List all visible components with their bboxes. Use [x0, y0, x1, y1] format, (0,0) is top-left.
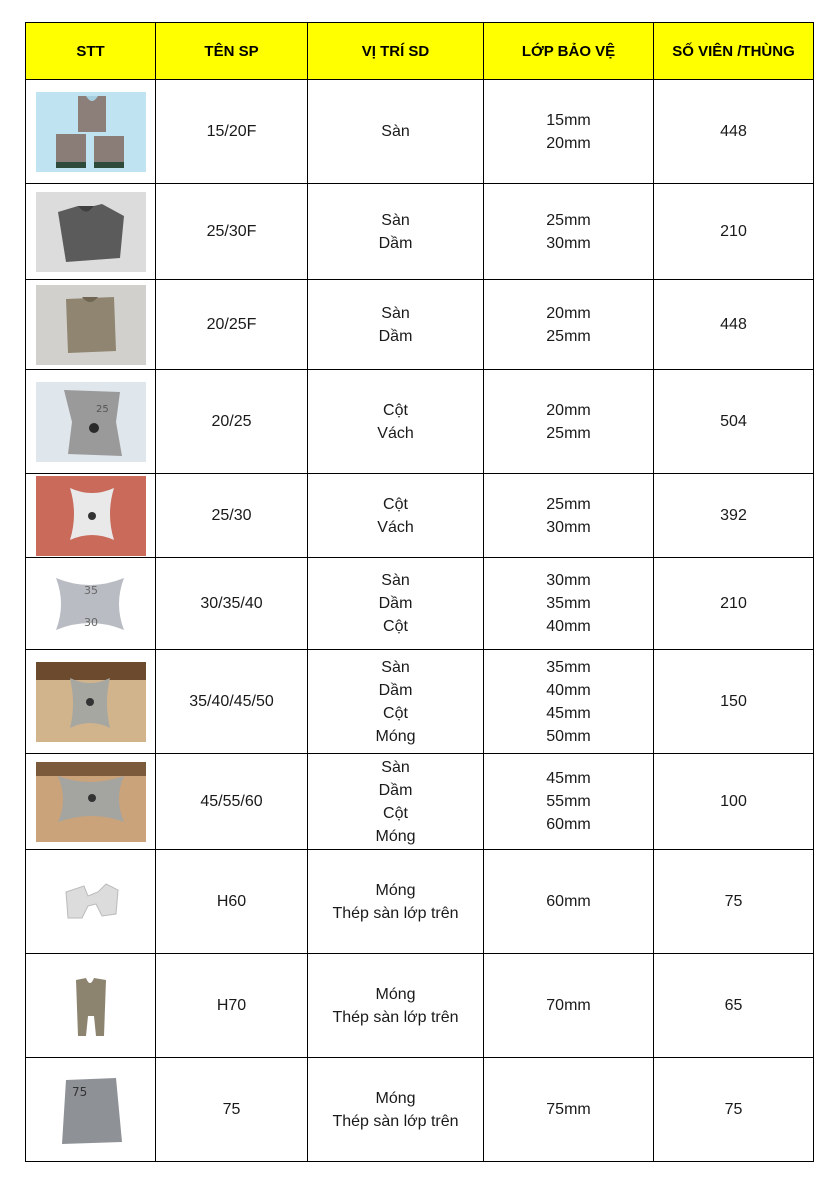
usage-position-line: Móng [375, 985, 416, 1003]
cover-layer [484, 280, 654, 370]
product-image-cell [26, 850, 156, 954]
cover-layer-line: 45mm [546, 770, 591, 787]
product-name: 75 [156, 1058, 308, 1162]
cover-layer-line: 30mm [546, 518, 591, 536]
cover-layer-line: 45mm [546, 704, 591, 722]
product-name: 30/35/40 [156, 558, 308, 650]
header-cover-layer: LỚP BẢO VỆ [484, 23, 654, 80]
cover-layer [484, 370, 654, 474]
cover-layer-line: 15mm [546, 111, 591, 129]
product-name: 25/30F [156, 184, 308, 280]
spacer-block-35-40-45-50-image [36, 662, 146, 742]
usage-position [308, 1058, 484, 1162]
usage-position-line: Cột [383, 704, 408, 722]
spacer-block-20-25-image [36, 382, 146, 462]
usage-position-line: Sàn [381, 658, 410, 676]
cover-layer [484, 850, 654, 954]
usage-position-line: Thép sàn lớp trên [332, 1112, 459, 1130]
product-name: 20/25 [156, 370, 308, 474]
usage-position-line: Vách [377, 424, 414, 442]
product-name: 20/25F [156, 280, 308, 370]
pieces-per-box: 392 [654, 474, 814, 558]
pieces-per-box: 65 [654, 954, 814, 1058]
usage-position [308, 474, 484, 558]
usage-position [308, 954, 484, 1058]
product-image-cell [26, 1058, 156, 1162]
usage-position-line: Cột [383, 618, 408, 635]
product-image-cell [26, 754, 156, 850]
cover-layer-line: 60mm [546, 893, 591, 910]
usage-position-line: Sàn [381, 758, 410, 776]
header-pieces-per-box: SỐ VIÊN /THÙNG [654, 23, 814, 80]
pieces-per-box: 150 [654, 650, 814, 754]
cover-layer-line: 20mm [546, 401, 591, 419]
table-row [26, 80, 814, 184]
header-product-name: TÊN SP [156, 23, 308, 80]
cover-layer-line: 30mm [546, 234, 591, 252]
usage-position [308, 754, 484, 850]
cover-layer-line: 35mm [546, 595, 591, 612]
cover-layer [484, 1058, 654, 1162]
cover-layer-line: 35mm [546, 658, 591, 676]
usage-position-line: Sàn [381, 572, 410, 589]
usage-position-line: Dầm [378, 681, 413, 699]
table-row [26, 370, 814, 474]
pieces-per-box: 210 [654, 558, 814, 650]
table-row [26, 1058, 814, 1162]
product-name: 25/30 [156, 474, 308, 558]
spacer-spec-table [25, 22, 814, 1162]
table-row [26, 558, 814, 650]
usage-position-line: Sàn [381, 304, 410, 322]
spacer-block-h70-image [36, 966, 146, 1046]
product-name: H70 [156, 954, 308, 1058]
pieces-per-box: 75 [654, 1058, 814, 1162]
spacer-block-75-image [36, 1070, 146, 1150]
cover-layer-line: 25mm [546, 327, 591, 345]
cover-layer-line: 25mm [546, 495, 591, 513]
cover-layer-line: 25mm [546, 211, 591, 229]
pieces-per-box: 448 [654, 280, 814, 370]
svg-text:35: 35 [83, 583, 98, 597]
usage-position-line: Sàn [381, 211, 410, 229]
pieces-per-box: 504 [654, 370, 814, 474]
usage-position-line: Sàn [381, 123, 410, 140]
pieces-per-box: 448 [654, 80, 814, 184]
spacer-block-25-30-image [36, 476, 146, 556]
cover-layer-line: 55mm [546, 793, 591, 810]
cover-layer-line: 40mm [546, 618, 591, 635]
table-row [26, 754, 814, 850]
cover-layer [484, 558, 654, 650]
usage-position-line: Móng [375, 1089, 416, 1107]
usage-position [308, 280, 484, 370]
cover-layer-line: 25mm [546, 424, 591, 442]
cover-layer-line: 20mm [546, 304, 591, 322]
product-image-cell [26, 954, 156, 1058]
spacer-block-15-20f-image [36, 92, 146, 172]
usage-position-line: Móng [375, 881, 416, 899]
usage-position [308, 650, 484, 754]
product-image-cell [26, 280, 156, 370]
product-image-cell [26, 558, 156, 650]
product-name: H60 [156, 850, 308, 954]
product-image-cell [26, 474, 156, 558]
usage-position-line: Móng [375, 727, 416, 745]
svg-text:25: 25 [95, 403, 109, 415]
header-row [26, 23, 814, 80]
spacer-block-30-35-40-image [36, 564, 146, 644]
cover-layer [484, 474, 654, 558]
usage-position-line: Cột [383, 401, 408, 419]
cover-layer-line: 75mm [546, 1101, 591, 1118]
product-name: 45/55/60 [156, 754, 308, 850]
usage-position-line: Dầm [378, 234, 413, 252]
spacer-block-h60-image [36, 862, 146, 942]
pieces-per-box: 210 [654, 184, 814, 280]
usage-position-line: Dầm [378, 781, 413, 799]
product-image-cell [26, 370, 156, 474]
product-image-cell [26, 184, 156, 280]
cover-layer [484, 954, 654, 1058]
usage-position [308, 80, 484, 184]
cover-layer-line: 30mm [546, 572, 591, 589]
table-row [26, 650, 814, 754]
usage-position [308, 370, 484, 474]
usage-position-line: Thép sàn lớp trên [332, 1008, 459, 1026]
cover-layer-line: 50mm [546, 727, 591, 745]
cover-layer [484, 754, 654, 850]
cover-layer-line: 70mm [546, 997, 591, 1014]
spacer-block-25-30f-image [36, 192, 146, 272]
usage-position-line: Cột [383, 495, 408, 513]
cover-layer-line: 60mm [546, 816, 591, 833]
table-row [26, 954, 814, 1058]
usage-position-line: Dầm [378, 327, 413, 345]
table-row [26, 850, 814, 954]
table-row [26, 280, 814, 370]
cover-layer [484, 650, 654, 754]
header-stt: STT [26, 23, 156, 80]
cover-layer [484, 80, 654, 184]
product-name: 15/20F [156, 80, 308, 184]
svg-text:30: 30 [83, 615, 98, 629]
svg-text:75: 75 [71, 1084, 87, 1099]
cover-layer-line: 40mm [546, 681, 591, 699]
usage-position [308, 184, 484, 280]
usage-position-line: Móng [375, 827, 416, 845]
cover-layer-line: 20mm [546, 134, 591, 152]
cover-layer [484, 184, 654, 280]
usage-position [308, 558, 484, 650]
product-image-cell [26, 650, 156, 754]
usage-position-line: Dầm [378, 595, 413, 612]
usage-position-line: Thép sàn lớp trên [332, 904, 459, 922]
spacer-block-45-55-60-image [36, 762, 146, 842]
table-row [26, 184, 814, 280]
usage-position [308, 850, 484, 954]
pieces-per-box: 100 [654, 754, 814, 850]
header-usage-position: VỊ TRÍ SD [308, 23, 484, 80]
pieces-per-box: 75 [654, 850, 814, 954]
product-name: 35/40/45/50 [156, 650, 308, 754]
usage-position-line: Cột [383, 804, 408, 822]
spacer-block-20-25f-image [36, 285, 146, 365]
usage-position-line: Vách [377, 518, 414, 536]
product-image-cell [26, 80, 156, 184]
table-row [26, 474, 814, 558]
